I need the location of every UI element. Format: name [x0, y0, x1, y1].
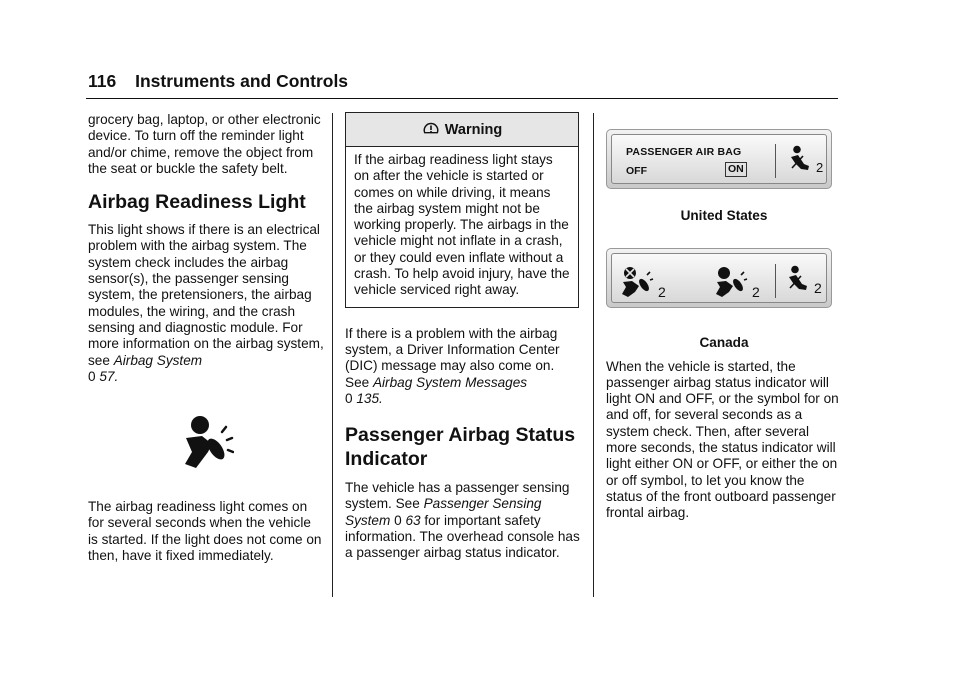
section-title: Instruments and Controls	[135, 71, 349, 91]
column-divider-2	[593, 113, 594, 597]
page-ref-icon: 0	[345, 390, 353, 406]
warning-box	[345, 112, 579, 308]
paragraph: When the vehicle is started, the passenger airbag status indicator will light ON and OFF, or the symbol for on and off, for several seconds as a system check. Then, after several more seconds, the status indicator will light either ON or OFF, or either the on or off symbol, to let you know the status of the front outboard passenger frontal airbag.	[606, 358, 839, 521]
paragraph: The airbag readiness light comes on for several seconds when the vehicle is started. If the light does not come on then, have it fixed immediately.	[88, 499, 322, 564]
paragraph: If there is a problem with the airbag system, a Driver Information Center (DIC) message may also come on. See Airbag System Messages 0 135.	[345, 325, 560, 406]
seat-number: 2	[816, 160, 824, 175]
on-label: ON	[725, 162, 747, 177]
us-caption: United States	[680, 208, 768, 223]
passenger-sensing-link[interactable]: Passenger Sensing System	[345, 496, 542, 528]
page-ref-link[interactable]: 57.	[99, 368, 119, 384]
header-rule	[86, 98, 838, 99]
column-divider-1	[332, 113, 333, 597]
seat-number: 2	[752, 284, 760, 299]
warning-body: If the airbag readiness light stays on after the vehicle is started or comes on while driving, it means the airbag system might not be working properly. The airbags in the vehicle might not inflate in a crash, or they could even inflate without a crash. To help avoid injury, have the vehicle serviced right away.	[354, 152, 570, 298]
paragraph: grocery bag, laptop, or other electronic device. To turn off the reminder light and/or chime, remove the object from the seat or buckle the safety belt.	[88, 112, 321, 176]
passenger-airbag-label: PASSENGER AIR BAG	[626, 146, 742, 158]
off-label: OFF	[626, 165, 647, 177]
airbag-readiness-heading: Airbag Readiness Light	[88, 191, 306, 214]
airbag-system-link[interactable]: Airbag System	[113, 352, 203, 368]
seat-number: 2	[814, 280, 822, 297]
seat-belt-icon	[788, 145, 826, 180]
page-number: 116	[88, 71, 117, 91]
seat-number: 2	[658, 284, 666, 299]
column-1	[88, 112, 324, 564]
paragraph: The vehicle has a passenger sensing system. See Passenger Sensing System 0 63 for important safety information. The overhead console has a passenger airbag status indicator.	[345, 480, 580, 561]
paragraph: This light shows if there is an electrical problem with the airbag system. The system check includes the airbag sensor(s), the passenger sensing system, the pretensioners, the airbag modules, the wiring, and the crash sensing and diagnostic module. For more information on the airbag system, see Airbag System 0 57.	[88, 222, 324, 384]
airbag-readiness-icon	[88, 389, 324, 499]
warning-icon	[422, 121, 440, 139]
page-ref-link[interactable]: 135.	[356, 390, 383, 406]
panel-divider	[775, 144, 776, 178]
seat-belt-icon	[786, 265, 828, 302]
airbag-off-icon	[620, 266, 672, 303]
airbag-system-messages-link[interactable]: Airbag System Messages	[372, 374, 528, 390]
page-ref-link[interactable]: 63	[405, 512, 421, 528]
warning-header	[346, 113, 578, 147]
column-3	[606, 112, 842, 522]
canada-indicator-panel	[606, 248, 832, 308]
passenger-airbag-heading: Passenger Airbag Status Indicator	[345, 424, 576, 471]
warning-title: Warning	[444, 121, 503, 138]
us-indicator-panel	[606, 129, 832, 189]
page-ref-icon: 0	[88, 368, 96, 384]
airbag-on-icon	[714, 266, 766, 303]
panel-divider	[775, 264, 776, 298]
page-header	[88, 71, 348, 92]
page-ref-icon: 0	[394, 512, 402, 528]
column-2	[345, 112, 581, 562]
canada-caption: Canada	[699, 335, 749, 351]
